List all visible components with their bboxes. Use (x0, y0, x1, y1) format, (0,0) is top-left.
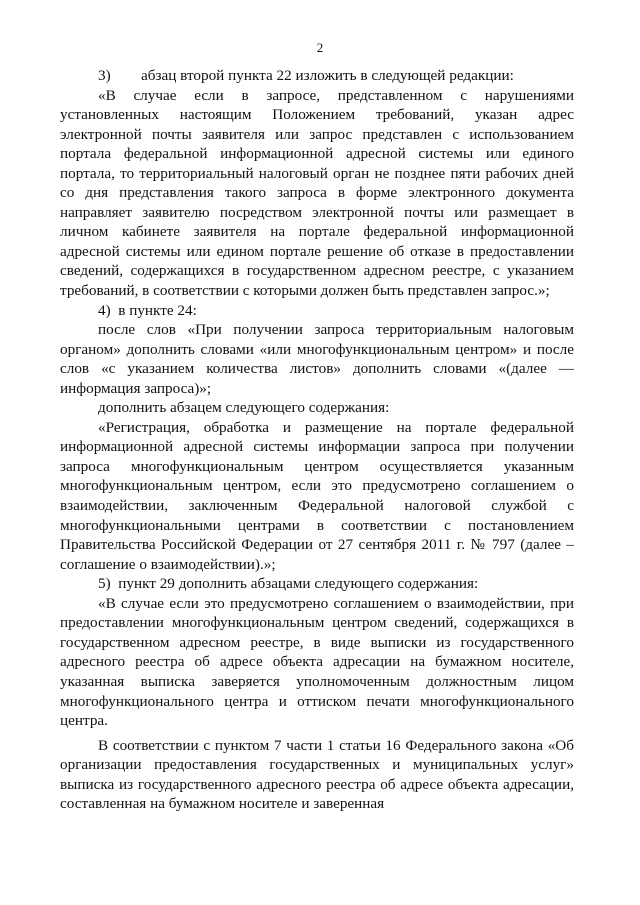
paragraph-add-abzac: дополнить абзацем следующего содержания: (98, 399, 390, 417)
document-body (60, 66, 574, 814)
paragraph-after-words: после слов «При получении запроса территориальным налоговым органом» дополнить словами «или многофункциональным центром» и после слов «с указанием количества листов» дополнить словами «(далее — информация запроса)»; (60, 321, 574, 397)
paragraph-mfc-quote: «В случае если это предусмотрено соглашением о взаимодействии, при предоставлении многофункциональным центром сведений, содержащихся в государственном адресном реестре, в виде выписки из государственного адресного реестра об адресе объекта адресации на бумажном носителе, указанная выписка заверяется уполномоченным должностным лицом многофункционального центра и оттиском печати многофункционального центра. (60, 594, 574, 730)
paragraph-item-4: 4) в пункте 24: (98, 301, 197, 319)
paragraph-registration-quote: «Регистрация, обработка и размещение на портале федеральной информационной адресной системы информации запроса при получении запроса многофункциональным центром осуществляется указанным многофункциональным центром, если это предусмотрено соглашением о взаимодействии, заключенным Федеральной налоговой службой с многофункциональными центрами в соответствии с постановлением Правительства Российской Федерации от 27 сентября 2011 г. № 797 (далее – соглашение о взаимодействии).»; (60, 418, 574, 573)
paragraph-item-3: 3) абзац второй пункта 22 изложить в следующей редакции: (98, 67, 514, 84)
paragraph-item-5: 5) пункт 29 дополнить абзацами следующего содержания: (98, 575, 479, 593)
paragraph-quote-22: «В случае если в запросе, представленном с нарушениями установленных настоящим Положением требований, указан адрес электронной почты заявителя или запрос представлен с использованием портала федеральной информационной адресной системы или единого портала, то территориальный налоговый орган не позднее пяти рабочих дней со дня представления такого запроса в форме электронного документа направляет заявителю посредством электронной почты или размещает в личном кабинете заявителя на портале федеральной информационной адресной системы или едином портале решение об отказе в предоставлении сведений, содержащихся в государственном адресном реестре, с указанием требований, в соответствии с которыми должен быть представлен запрос.»; (60, 86, 574, 300)
page-number: 2 (316, 40, 324, 55)
paragraph-federal-law: В соответствии с пунктом 7 части 1 статьи 16 Федерального закона «Об организации предоставления государственных и муниципальных услуг» выписка из государственного адресного реестра об адресе объекта адресации, составленная на бумажном носителе и заверенная (60, 736, 574, 813)
